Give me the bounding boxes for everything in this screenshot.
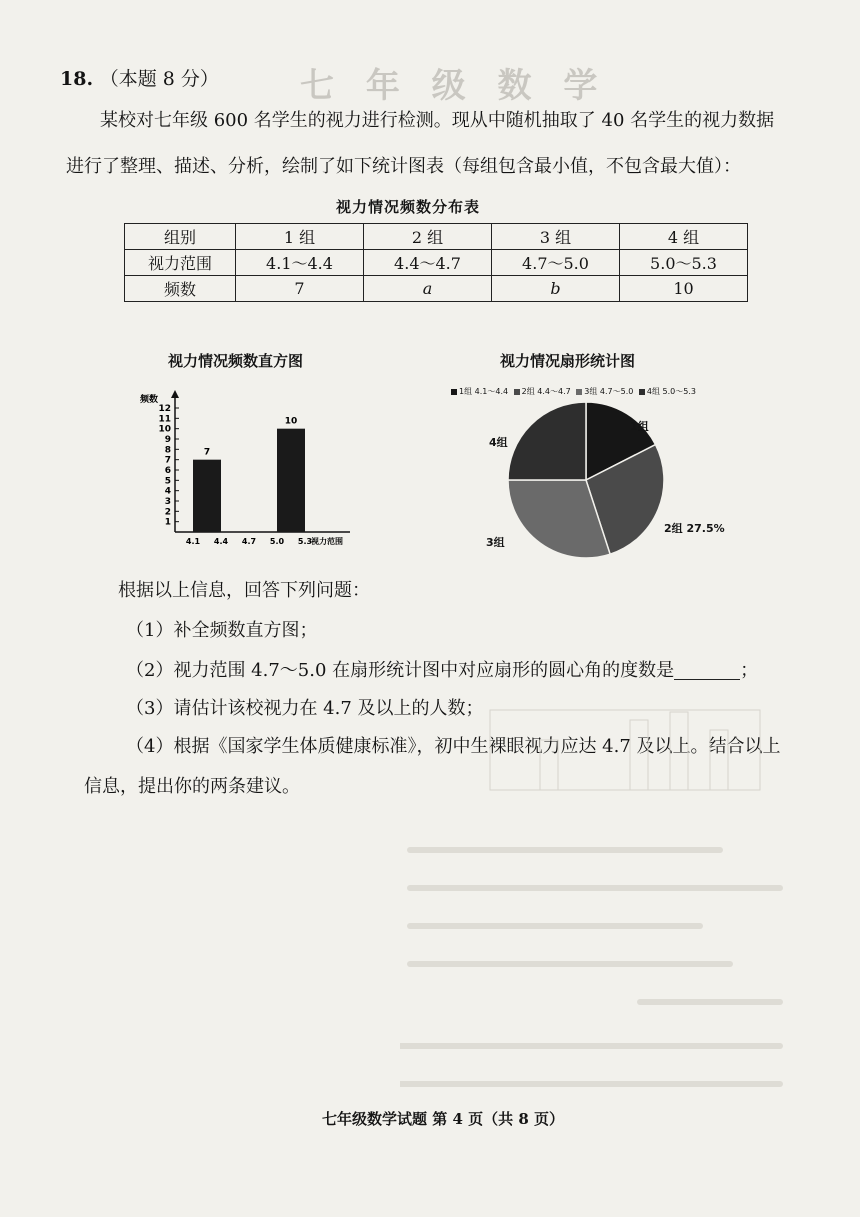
question-points: （本题 8 分） bbox=[99, 68, 219, 90]
x-tick-label: 5.3 bbox=[297, 537, 313, 546]
y-tick-label: 6 bbox=[164, 466, 171, 476]
legend-swatch bbox=[639, 389, 645, 395]
legend-item: 2组 4.4～4.7 bbox=[521, 387, 571, 396]
pie-label-4: 4组 bbox=[489, 436, 508, 449]
question-paragraph-2: 进行了整理、描述、分析，绘制了如下统计图表（每组包含最小值，不包含最大值）： bbox=[66, 156, 741, 177]
y-tick-label: 3 bbox=[164, 497, 171, 507]
histogram-bar bbox=[193, 460, 221, 532]
pie-label-3: 3组 bbox=[486, 536, 505, 549]
pie-title: 视力情况扇形统计图 bbox=[500, 352, 636, 370]
x-axis-label: 视力范围 bbox=[311, 537, 343, 546]
x-tick-label: 5.0 bbox=[269, 537, 285, 546]
legend-item: 1组 4.1～4.4 bbox=[459, 387, 509, 396]
y-tick-label: 9 bbox=[164, 435, 171, 445]
table-title: 视力情况频数分布表 bbox=[336, 198, 481, 216]
bar-data-label: 7 bbox=[203, 447, 211, 458]
question-paragraph-1: 某校对七年级 600 名学生的视力进行检测。现从中随机抽取了 40 名学生的视力数据 bbox=[100, 110, 775, 131]
frequency-table bbox=[124, 223, 748, 302]
bar-data-label: 10 bbox=[284, 416, 298, 427]
histogram-bar bbox=[277, 429, 305, 532]
table-cell: 3 组 bbox=[492, 224, 620, 250]
y-axis-arrow bbox=[171, 390, 179, 398]
table-row-label: 频数 bbox=[125, 276, 236, 302]
table-cell: b bbox=[492, 276, 620, 302]
pie-label-1: 1组 bbox=[630, 420, 649, 433]
legend-swatch bbox=[514, 389, 520, 395]
y-tick-label: 11 bbox=[158, 414, 171, 425]
y-tick-label: 4 bbox=[164, 486, 171, 497]
table-cell: 5.0～5.3 bbox=[620, 250, 748, 276]
table-cell: 4.7～5.0 bbox=[492, 250, 620, 276]
table-cell: 7 bbox=[236, 276, 364, 302]
x-tick-label: 4.4 bbox=[213, 537, 229, 546]
y-tick-label: 5 bbox=[164, 476, 171, 487]
legend-item: 4组 5.0～5.3 bbox=[646, 387, 696, 396]
legend-item: 3组 4.7～5.0 bbox=[584, 387, 634, 396]
table-cell: a bbox=[364, 276, 492, 302]
table-row bbox=[125, 224, 748, 250]
question-4: （4）根据《国家学生体质健康标准》，初中生裸眼视力应达 4.7 及以上。结合以上 bbox=[126, 736, 781, 757]
legend-swatch bbox=[576, 389, 582, 395]
y-tick-label: 8 bbox=[164, 445, 171, 456]
table-cell: 1 组 bbox=[236, 224, 364, 250]
question-1: （1）补全频数直方图； bbox=[126, 620, 318, 641]
histogram-title: 视力情况频数直方图 bbox=[168, 352, 304, 370]
question-header bbox=[60, 64, 219, 91]
y-axis-label: 频数 bbox=[140, 395, 159, 405]
table-row bbox=[125, 250, 748, 276]
y-tick-label: 10 bbox=[158, 424, 171, 435]
table-row bbox=[125, 276, 748, 302]
x-tick-label: 4.7 bbox=[241, 537, 257, 546]
y-tick-label: 1 bbox=[164, 517, 171, 528]
y-tick-label: 2 bbox=[164, 507, 171, 518]
table-row-label: 组别 bbox=[125, 224, 236, 250]
table-cell: 4.4～4.7 bbox=[364, 250, 492, 276]
question-2-end: ； bbox=[740, 660, 759, 681]
legend-swatch bbox=[451, 389, 457, 395]
question-2 bbox=[126, 661, 758, 680]
table-cell: 4.1～4.4 bbox=[236, 250, 364, 276]
pie-legend bbox=[448, 386, 696, 397]
histogram-chart bbox=[130, 380, 370, 560]
table-row-label: 视力范围 bbox=[125, 250, 236, 276]
pie-slice bbox=[508, 402, 586, 480]
table-cell: 2 组 bbox=[364, 224, 492, 250]
pie-label-2: 2组 27.5% bbox=[664, 522, 725, 535]
question-4-continued: 信息，提出你的两条建议。 bbox=[84, 776, 300, 797]
questions-intro: 根据以上信息，回答下列问题： bbox=[118, 580, 370, 601]
question-3: （3）请估计该校视力在 4.7 及以上的人数； bbox=[126, 698, 484, 719]
x-tick-label: 4.1 bbox=[185, 537, 201, 546]
page-footer: 七年级数学试题 第 4 页（共 8 页） bbox=[322, 1110, 564, 1128]
bleed-through-chart bbox=[480, 690, 770, 800]
y-tick-label: 12 bbox=[158, 404, 171, 414]
question-number: 18. bbox=[60, 68, 94, 90]
y-tick-label: 7 bbox=[164, 455, 171, 466]
answer-blank bbox=[674, 661, 740, 680]
question-2-text: （2）视力范围 4.7～5.0 在扇形统计图中对应扇形的圆心角的度数是 bbox=[126, 660, 675, 681]
table-cell: 10 bbox=[620, 276, 748, 302]
bleed-through-lines bbox=[400, 840, 800, 1100]
pie-chart bbox=[476, 400, 716, 560]
bleed-through-title: 七 年 级 数 学 bbox=[300, 66, 608, 106]
table-cell: 4 组 bbox=[620, 224, 748, 250]
